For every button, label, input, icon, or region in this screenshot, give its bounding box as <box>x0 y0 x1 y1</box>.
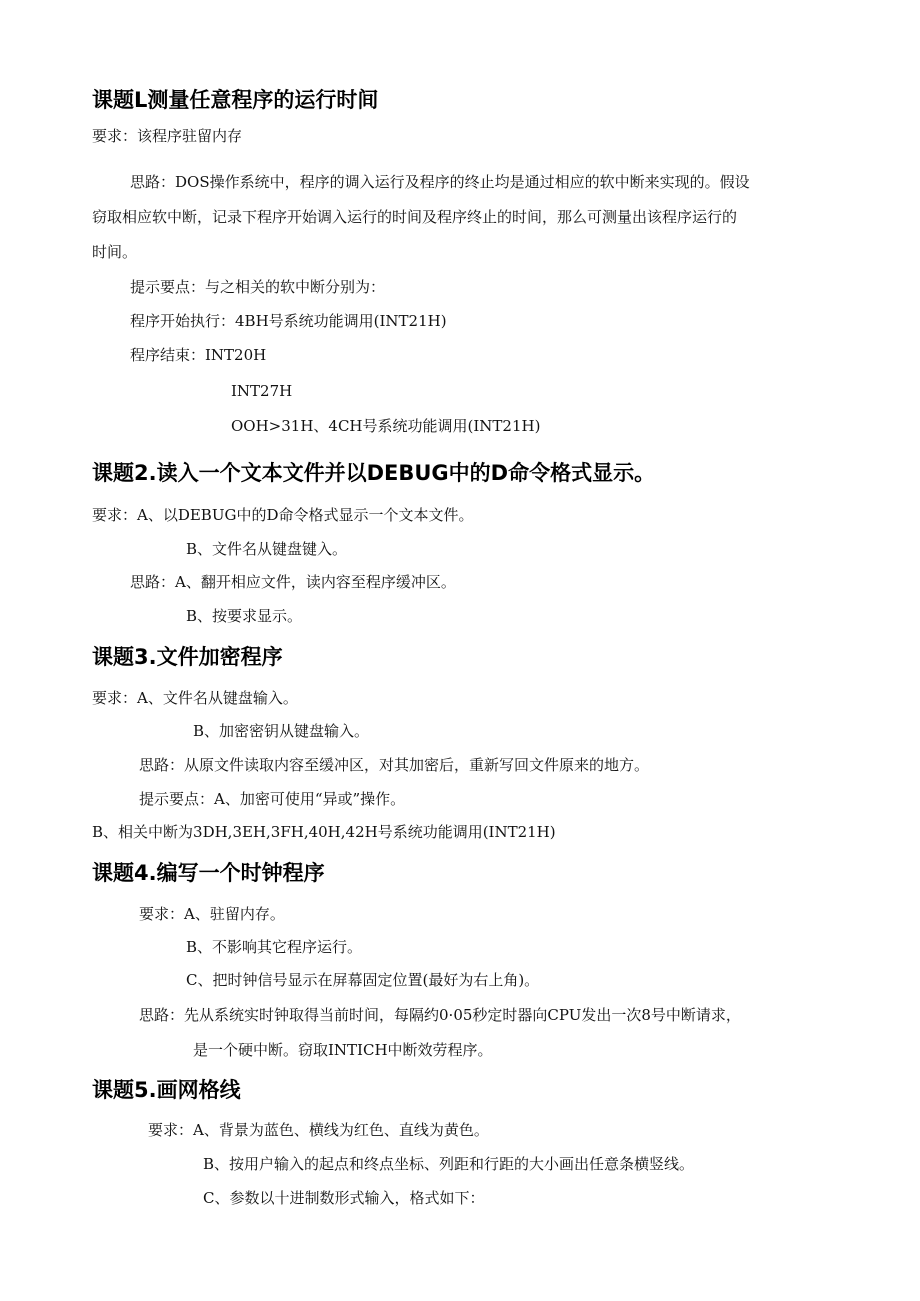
heading-3: 课题3.文件加密程序 <box>92 645 283 669</box>
s2-idea-a: 思路：A、翻开相应文件，读内容至程序缓冲区。 <box>130 573 456 591</box>
s4-idea-line-1: 思路：先从系统实时钟取得当前时间，每隔约0·05秒定时器向CPU发出一次8号中断请求， <box>139 1006 741 1024</box>
s1-end: 程序结束：INT20H <box>130 346 267 364</box>
heading-2: 课题2.读入一个文本文件并以DEBUG中的D命令格式显示。 <box>92 461 656 485</box>
s4-requirement-c: C、把时钟信号显示在屏幕固定位置(最好为右上角)。 <box>186 971 540 989</box>
s2-requirement-a: 要求：A、以DEBUG中的D命令格式显示一个文本文件。 <box>92 506 474 524</box>
s1-requirement: 要求：该程序驻留内存 <box>92 127 243 145</box>
s3-hint-a: 提示要点：A、加密可使用“异或”操作。 <box>139 790 406 808</box>
s3-requirement-b: B、加密密钥从键盘输入。 <box>193 722 370 740</box>
s5-requirement-b: B、按用户输入的起点和终点坐标、列距和行距的大小画出任意条横竖线。 <box>203 1155 695 1173</box>
s2-idea-b: B、按要求显示。 <box>186 607 303 625</box>
heading-4: 课题4.编写一个时钟程序 <box>92 861 325 885</box>
s2-requirement-b: B、文件名从键盘键入。 <box>186 540 348 558</box>
s1-idea-line-2: 窃取相应软中断，记录下程序开始调入运行的时间及程序终止的时间，那么可测量出该程序运行的 <box>92 208 738 226</box>
s1-idea-line-3: 时间。 <box>92 243 138 261</box>
s1-hint: 提示要点：与之相关的软中断分别为： <box>130 278 386 296</box>
s1-idea-line-1: 思路：DOS操作系统中，程序的调入运行及程序的终止均是通过相应的软中断来实现的。假设 <box>130 173 750 191</box>
s5-requirement-a: 要求：A、背景为蓝色、横线为红色、直线为黄色。 <box>148 1121 489 1139</box>
s4-requirement-b: B、不影响其它程序运行。 <box>186 938 363 956</box>
s3-requirement-a: 要求：A、文件名从键盘输入。 <box>92 689 298 707</box>
s4-requirement-a: 要求：A、驻留内存。 <box>139 905 285 923</box>
s3-idea: 思路：从原文件读取内容至缓冲区，对其加密后，重新写回文件原来的地方。 <box>139 756 650 774</box>
s3-hint-b: B、相关中断为3DH,3EH,3FH,40H,42H号系统功能调用(INT21H) <box>92 823 556 841</box>
heading-5: 课题5.画网格线 <box>92 1078 241 1102</box>
heading-1: 课题L测量任意程序的运行时间 <box>92 88 379 112</box>
s1-start: 程序开始执行：4BH号系统功能调用(INT21H) <box>130 312 447 330</box>
s5-requirement-c: C、参数以十进制数形式输入，格式如下： <box>203 1189 485 1207</box>
s1-end-2: INT27H <box>231 382 293 400</box>
s1-end-3: OOH>31H、4CH号系统功能调用(INT21H) <box>231 417 541 435</box>
s4-idea-line-2: 是一个硬中断。窃取INTICH中断效劳程序。 <box>193 1041 493 1059</box>
